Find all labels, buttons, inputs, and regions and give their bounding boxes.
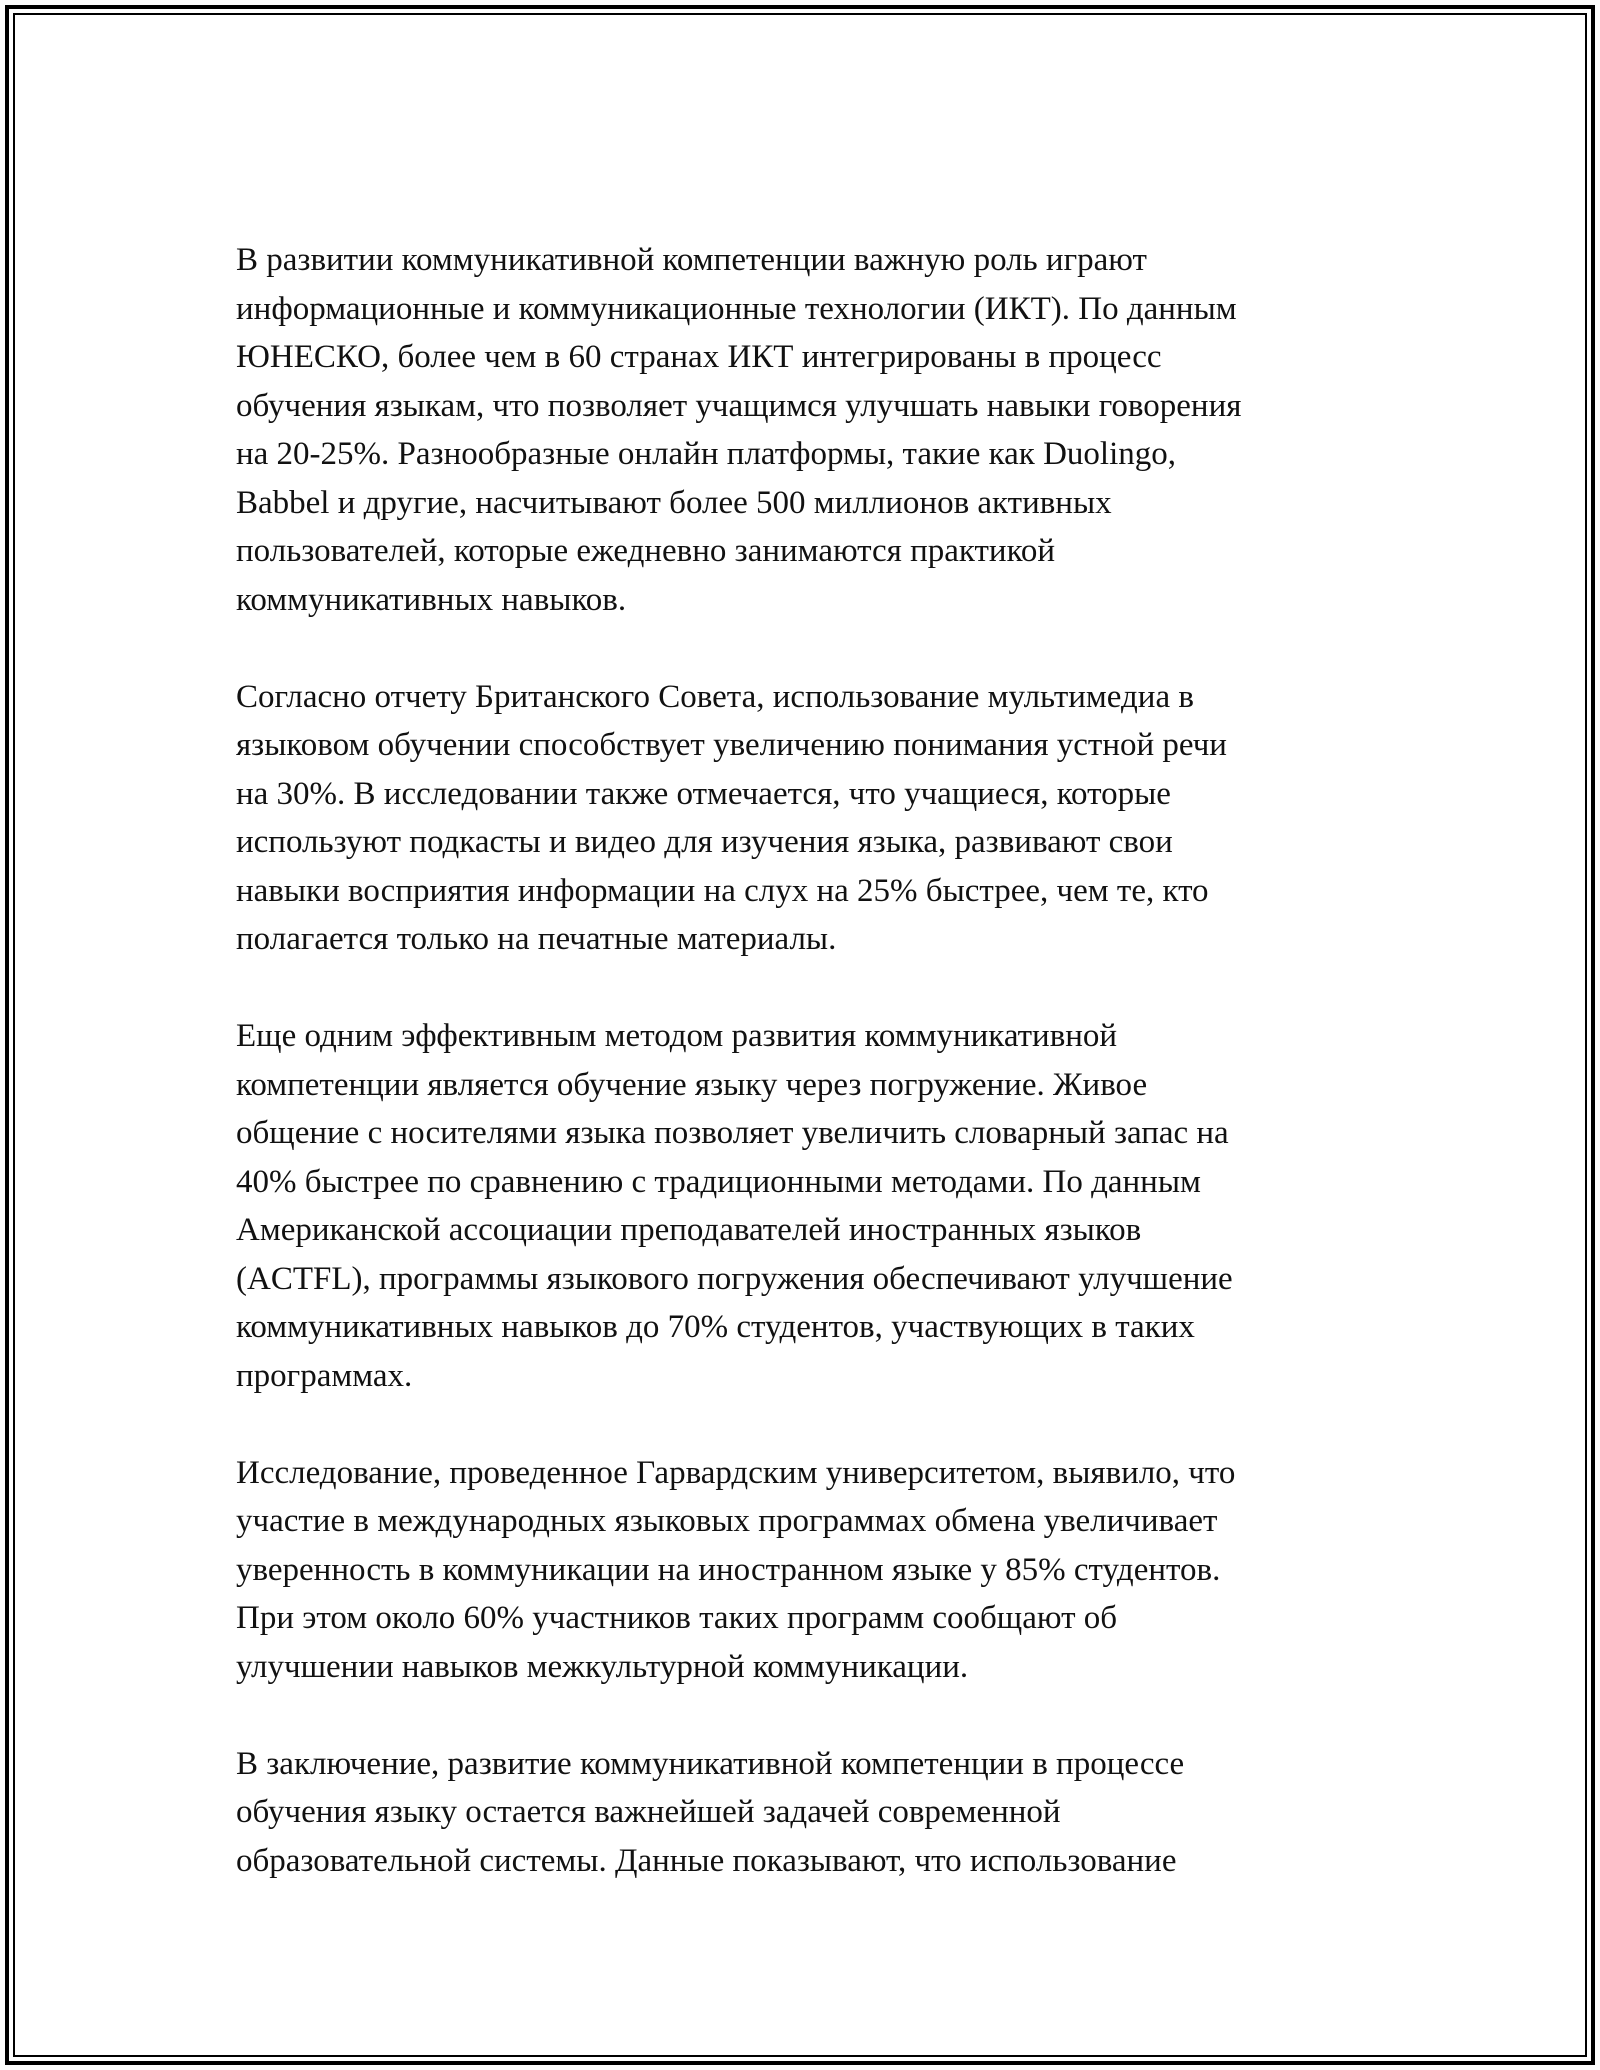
text-line: коммуникативных навыков.: [236, 581, 627, 618]
text-line: Американской ассоциации преподавателей иностранных языков: [236, 1212, 1142, 1248]
text-line: Еще одним эффективным методом развития коммуникативной: [236, 1018, 1118, 1054]
text-line: Babbel и другие, насчитывают более 500 миллионов активных: [236, 484, 1112, 521]
text-line: Исследование, проведенное Гарвардским университетом, выявило, что: [236, 1454, 1236, 1491]
text-line: используют подкасты и видео для изучения языка, развивают свои: [236, 824, 1173, 860]
text-line: навыки восприятия информации на слух на 25% быстрее, чем те, кто: [236, 872, 1209, 909]
text-line: При этом около 60% участников таких программ сообщают об: [236, 1600, 1118, 1636]
paragraph-conclusion: [236, 1740, 1386, 1886]
text-line: на 30%. В исследовании также отмечается, что учащиеся, которые: [236, 775, 1171, 812]
paragraph-ict: [236, 236, 1386, 624]
text-line: пользователей, которые ежедневно занимаются практикой: [236, 533, 1056, 569]
paragraph-harvard: [236, 1449, 1386, 1692]
text-line: Согласно отчету Британского Совета, использование мультимедиа в: [236, 678, 1194, 715]
text-line: (ACTFL), программы языкового погружения обеспечивают улучшение: [236, 1260, 1233, 1297]
text-line: уверенность в коммуникации на иностранном языке у 85% студентов.: [236, 1551, 1221, 1588]
text-line: В заключение, развитие коммуникативной компетенции в процессе: [236, 1745, 1185, 1782]
paragraph-immersion: [236, 1012, 1386, 1400]
text-line: общение с носителями языка позволяет увеличить словарный запас на: [236, 1115, 1229, 1151]
text-line: образовательной системы. Данные показывают, что использование: [236, 1842, 1177, 1879]
paragraph-british-council: [236, 673, 1386, 964]
text-line: В развитии коммуникативной компетенции важную роль играют: [236, 242, 1147, 278]
text-line: языковом обучении способствует увеличению понимания устной речи: [236, 727, 1227, 763]
text-line: на 20-25%. Разнообразные онлайн платформы, такие как Duolingo,: [236, 436, 1177, 472]
text-line: коммуникативных навыков до 70% студентов, участвующих в таких: [236, 1309, 1195, 1345]
document-body: [236, 236, 1386, 1934]
text-line: компетенции является обучение языку через погружение. Живое: [236, 1066, 1148, 1103]
text-line: участие в международных языковых программах обмена увеличивает: [236, 1503, 1218, 1539]
text-line: улучшении навыков межкультурной коммуникации.: [236, 1648, 969, 1685]
text-line: обучения языку остается важнейшей задачей современной: [236, 1794, 1061, 1830]
text-line: обучения языкам, что позволяет учащимся улучшать навыки говорения: [236, 387, 1242, 424]
text-line: 40% быстрее по сравнению с традиционными методами. По данным: [236, 1163, 1201, 1200]
text-line: информационные и коммуникационные технологии (ИКТ). По данным: [236, 290, 1237, 327]
text-line: программах.: [236, 1357, 413, 1394]
text-line: полагается только на печатные материалы.: [236, 921, 837, 957]
text-line: ЮНЕСКО, более чем в 60 странах ИКТ интегрированы в процесс: [236, 339, 1162, 375]
